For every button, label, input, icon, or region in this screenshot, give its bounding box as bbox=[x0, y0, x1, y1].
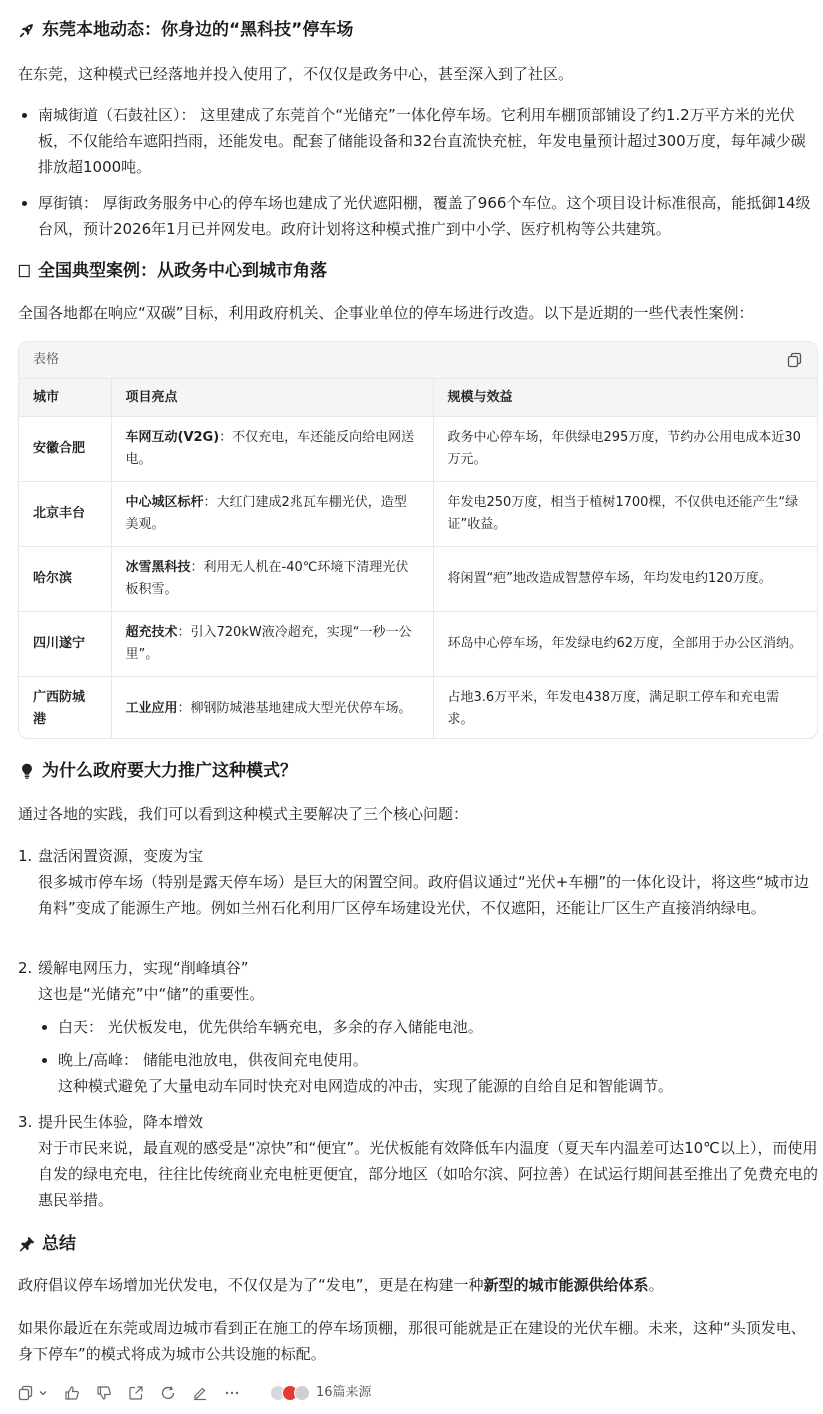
cell-city: 北京丰台 bbox=[19, 482, 111, 547]
lightbulb-icon bbox=[18, 762, 36, 780]
highlight-text: ：柳钢防城港基地建成大型光伏停车场。 bbox=[177, 701, 412, 717]
table-row bbox=[19, 677, 817, 740]
section-intro: 通过各地的实践，我们可以看到这种模式主要解决了三个核心问题： bbox=[18, 805, 469, 823]
section-heading-summary bbox=[18, 1231, 76, 1257]
item-number: 2. bbox=[18, 959, 33, 977]
thumbs-up-icon[interactable] bbox=[64, 1385, 80, 1401]
cell-scale: 环岛中心停车场，年发绿电约62万度，全部用于办公区消纳。 bbox=[433, 612, 817, 677]
sources-button[interactable] bbox=[270, 1380, 372, 1406]
cell-highlight bbox=[111, 482, 433, 547]
peak-valley-list bbox=[18, 1014, 818, 1099]
item-body: 这也是“光储充”中“储”的重要性。 bbox=[38, 985, 265, 1003]
copy-icon[interactable] bbox=[787, 352, 803, 368]
sources-label: 16篇来源 bbox=[316, 1385, 372, 1400]
item-body: 很多城市停车场（特别是露天停车场）是巨大的闲置空间。政府倡议通过“光伏+车棚”的一体化设计，将这些“城市边角料”变成了能源生产地。例如兰州石化利用厂区停车场建设光伏，不仅遮阳，还能让厂区生产直接消纳绿电。 bbox=[38, 873, 809, 917]
list-item bbox=[38, 1047, 818, 1099]
item-title: 盘活闲置资源，变废为宝 bbox=[38, 847, 204, 865]
message-action-bar bbox=[18, 1380, 818, 1406]
bullet-label: 白天： bbox=[58, 1018, 104, 1036]
bullet-text: 储能电池放电，供夜间充电使用。 bbox=[138, 1051, 368, 1069]
section-title: 全国典型案例：从政务中心到城市角落 bbox=[38, 261, 327, 281]
cell-scale: 将闲置“疤”地改造成智慧停车场，年均发电约120万度。 bbox=[433, 547, 817, 612]
column-header: 城市 bbox=[19, 379, 111, 417]
highlight-bold: 车网互动(V2G) bbox=[125, 430, 220, 445]
item-title: 提升民生体验，降本增效 bbox=[38, 1113, 204, 1131]
table-label: 表格 bbox=[33, 352, 60, 367]
cell-city: 广西防城港 bbox=[19, 677, 111, 740]
bullet-text: 这里建成了东莞首个“光储充”一体化停车场。它利用车棚顶部铺设了约1.2万平方米的光伏板，不仅能给车遮阳挡雨，还能发电。配套了储能设备和32台直流快充桩，年发电量预计超过300万度，每年减少碳排放超1000吨。 bbox=[38, 106, 806, 176]
table-row bbox=[19, 482, 817, 547]
table-header-row bbox=[19, 379, 817, 417]
cell-scale: 年发电250万度，相当于植树1700棵，不仅供电还能产生“绿证”收益。 bbox=[433, 482, 817, 547]
edit-icon[interactable] bbox=[192, 1385, 208, 1401]
table-row bbox=[19, 612, 817, 677]
bullet-text: 厚街政务服务中心的停车场也建成了光伏遮阳棚，覆盖了966个车位。这个项目设计标准很高，能抵御14级台风，预计2026年1月已并网发电。政府计划将这种模式推广到中小学、医疗机构等公共建筑。 bbox=[38, 194, 811, 238]
highlight-text: ：不仅充电，车还能反向给电网送电。 bbox=[125, 430, 415, 467]
cell-highlight bbox=[111, 612, 433, 677]
bullet-label: 晚上/高峰： bbox=[58, 1051, 139, 1069]
cell-city: 安徽合肥 bbox=[19, 417, 111, 482]
more-icon[interactable] bbox=[224, 1385, 240, 1401]
pushpin-icon bbox=[18, 1235, 36, 1253]
chevron-down-icon bbox=[38, 1388, 48, 1398]
highlight-bold: 超充技术 bbox=[125, 625, 178, 640]
source-logo-link-icon bbox=[294, 1385, 310, 1401]
case-table-card bbox=[18, 341, 818, 739]
section-heading-national bbox=[18, 258, 327, 284]
list-item bbox=[38, 1014, 818, 1040]
cell-scale: 占地3.6万平米，年发电438万度，满足职工停车和充电需求。 bbox=[433, 677, 817, 740]
highlight-text: ：引入720kW液冷超充，实现“一秒一公里”。 bbox=[125, 625, 412, 662]
bullet-label: 厚街镇： bbox=[38, 194, 99, 212]
table-row bbox=[19, 547, 817, 612]
item-number: 1. bbox=[18, 847, 33, 865]
list-item bbox=[18, 102, 818, 180]
summary-paragraph bbox=[18, 1272, 818, 1298]
copy-button[interactable] bbox=[18, 1385, 48, 1401]
bullet-label: 南城街道（石鼓社区）： bbox=[38, 106, 196, 124]
cell-scale: 政务中心停车场，年供绿电295万度，节约办公用电成本近30万元。 bbox=[433, 417, 817, 482]
rocket-icon bbox=[18, 21, 36, 39]
summary-bold: 新型的城市能源供给体系 bbox=[483, 1276, 649, 1294]
section-title: 东莞本地动态：你身边的“黑科技”停车场 bbox=[42, 20, 354, 40]
section-intro: 在东莞，这种模式已经落地并投入使用了，不仅仅是政务中心，甚至深入到了社区。 bbox=[18, 65, 574, 83]
sub-note: 这种模式避免了大量电动车同时快充对电网造成的冲击，实现了能源的自给自足和智能调节。 bbox=[58, 1077, 674, 1095]
cell-highlight bbox=[111, 417, 433, 482]
item-body: 对于市民来说，最直观的感受是“凉快”和“便宜”。光伏板能有效降低车内温度（夏天车内温差可达10℃以上），而使用自发的绿电充电，往往比传统商业充电桩更便宜，部分地区（如哈尔滨、阿拉善）在试运行期间甚至推出了免费充电的惠民举措。 bbox=[38, 1139, 819, 1209]
section-title: 总结 bbox=[42, 1234, 76, 1254]
table-row bbox=[19, 417, 817, 482]
column-header: 项目亮点 bbox=[111, 379, 433, 417]
section-heading-why bbox=[18, 758, 297, 784]
cell-highlight bbox=[111, 677, 433, 740]
dongguan-bullet-list bbox=[18, 102, 818, 242]
cell-city: 四川遂宁 bbox=[19, 612, 111, 677]
regenerate-icon[interactable] bbox=[160, 1385, 176, 1401]
bullet-text: 光伏板发电，优先供给车辆充电，多余的存入储能电池。 bbox=[103, 1018, 483, 1036]
list-item bbox=[18, 843, 818, 921]
highlight-bold: 冰雪黑科技 bbox=[125, 560, 191, 575]
section-title: 为什么政府要大力推广这种模式？ bbox=[42, 761, 297, 781]
list-item bbox=[18, 190, 818, 242]
source-logos bbox=[270, 1385, 310, 1401]
section-heading-dongguan bbox=[18, 17, 353, 43]
summary-text: 政府倡议停车场增加光伏发电，不仅仅是为了“发电”，更是在构建一种 bbox=[18, 1276, 484, 1294]
highlight-text: ：利用无人机在-40℃环境下清理光伏板积雪。 bbox=[125, 560, 409, 597]
summary-paragraph-2: 如果你最近在东莞或周边城市看到正在施工的停车场顶棚，那很可能就是正在建设的光伏车棚。未来，这种“头顶发电、身下停车”的模式将成为城市公共设施的标配。 bbox=[18, 1319, 806, 1363]
summary-text-end: 。 bbox=[648, 1276, 664, 1294]
highlight-bold: 工业应用 bbox=[125, 701, 178, 717]
list-item bbox=[18, 1109, 818, 1213]
cell-city: 哈尔滨 bbox=[19, 547, 111, 612]
highlight-bold: 中心城区标杆 bbox=[125, 495, 204, 510]
highlight-text: ：大红门建成2兆瓦车棚光伏，造型美观。 bbox=[125, 495, 407, 532]
copy-icon bbox=[18, 1385, 34, 1401]
column-header: 规模与效益 bbox=[433, 379, 817, 417]
share-icon[interactable] bbox=[128, 1385, 144, 1401]
thumbs-down-icon[interactable] bbox=[96, 1385, 112, 1401]
item-title: 缓解电网压力，实现“削峰填谷” bbox=[38, 959, 249, 977]
square-icon bbox=[18, 264, 32, 278]
table-toolbar bbox=[19, 342, 817, 378]
section-intro: 全国各地都在响应“双碳”目标，利用政府机关、企事业单位的停车场进行改造。以下是近期的一些代表性案例： bbox=[18, 304, 754, 322]
item-number: 3. bbox=[18, 1113, 33, 1131]
case-table bbox=[19, 378, 817, 739]
cell-highlight bbox=[111, 547, 433, 612]
list-item bbox=[18, 955, 818, 1099]
